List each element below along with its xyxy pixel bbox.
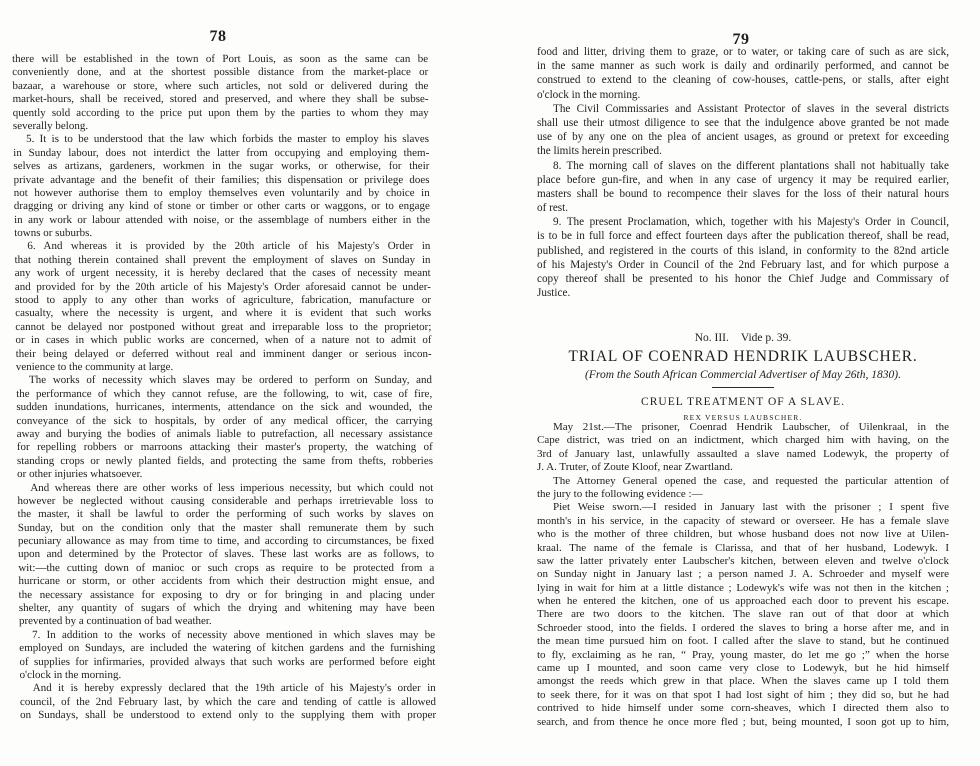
text-line: masters shall be bound to recompence their slaves for the loss of their natural hours xyxy=(537,187,949,200)
text-line: Sunday, but on the condition only that the master shall remunerate them by such xyxy=(17,521,434,534)
right-page-body xyxy=(537,45,949,300)
text-line: kraal. The name of the female is Clarissa, and that of her husband, Lodewyk. I xyxy=(537,541,949,554)
paragraph xyxy=(20,682,436,722)
text-line: of his Majesty's Order in Council of the 2nd February last, and for which purpose a xyxy=(537,258,949,271)
text-line: And it is hereby expressly declared that the 19th article of his Majesty's order in xyxy=(32,682,436,695)
text-line: in Sunday labour, does not interdict the latter from occupying and employing them- xyxy=(13,146,430,159)
text-line: shall use their utmost diligence to see that the indulgence above granted be not made xyxy=(537,116,949,129)
text-line: the master, it shall be lawful to order the performing of such works by slaves on xyxy=(17,508,434,521)
text-line: saw the latter privately enter Laubscher's kitchen, between eleven and twelve o'clock xyxy=(537,554,949,567)
page-number: 79 xyxy=(732,31,750,48)
case-name: REX VERSUS LAUBSCHER. xyxy=(683,413,803,422)
text-line: o'clock in the morning. xyxy=(19,668,122,681)
section-heading: CRUEL TREATMENT OF A SLAVE. xyxy=(641,396,845,408)
text-line: any work of urgent necessity, it is hereby declared that the cases of necessity meant xyxy=(14,267,431,280)
text-line: upon and determined by the Protector of slaves. These last works are as follows, to xyxy=(18,548,435,561)
text-line: 3rd of January last, unlawfully assaulted a slave named Lodewyk, the property of xyxy=(537,447,949,460)
text-line: May 21st.—The prisoner, Coenrad Hendrik Laubscher, of Uilenkraal, in the xyxy=(553,421,949,433)
text-line: Justice. xyxy=(537,287,571,300)
text-line: dragging or driving any kind of stone or timber or other carts or waggons, or to engage xyxy=(13,200,430,213)
paragraph xyxy=(17,482,435,629)
text-line: to fly, exclaiming as he ran, “ Pray, young master, do let me go ;” when the horse xyxy=(537,648,949,661)
text-line: in any work or labour attended with noise, or the assemblage of numbers either in the xyxy=(13,213,431,226)
paragraph xyxy=(13,133,430,240)
text-line: Piet Weise sworn.—I resided in January last with the prisoner ; I spent five xyxy=(553,501,949,514)
text-line: not however authorise them to employ themselves even voluntarily and by choice in xyxy=(13,186,430,199)
paragraph xyxy=(16,374,433,481)
paragraph xyxy=(537,45,949,102)
text-line: 9. The present Proclamation, which, together with his Majesty's Order in Council, xyxy=(553,216,949,229)
appendix-reference xyxy=(537,331,949,345)
text-line: the jury to the following evidence :— xyxy=(537,487,703,500)
page-cross-reference: Vide p. 39. xyxy=(740,332,792,344)
text-line: Schroeder stood, into the fields. I ordered the slaves to bring a horse after me, and in xyxy=(537,621,949,634)
divider-rule xyxy=(712,387,774,388)
paragraph xyxy=(537,475,949,502)
text-line: towns or suburbs. xyxy=(14,227,93,240)
appendix-source: (From the South African Commercial Advertiser of May 26th, 1830). xyxy=(585,369,901,381)
text-line: published, and registered in the courts of this island, in conformity to the 82nd article xyxy=(537,244,949,257)
text-line: came up I mounted, and soon came very close to Lodewyk, but he hid himself xyxy=(537,662,949,675)
text-line: severally belong. xyxy=(12,119,89,132)
text-line: month's in his service, in the capacity of steward or overseer. He has a female slave xyxy=(537,514,949,527)
text-line: conveniently done, and at the shortest possible distance from the market-place or xyxy=(12,66,429,79)
paragraph xyxy=(14,240,432,374)
text-line: prevented by a continuation of bad weather. xyxy=(18,615,212,628)
text-line: in the same manner as such work is daily and ordinarily performed, and cannot be xyxy=(537,60,949,73)
appendix-title: TRIAL OF COENRAD HENDRIK LAUBSCHER. xyxy=(568,348,918,365)
text-line: cannot be delayed nor postponed without great and irreparable loss to the proprietor; xyxy=(15,320,432,333)
text-line: there will be established in the town of Port Louis, as soon as the same can be xyxy=(12,53,429,65)
text-line: search, and from thence he once more fled ; but, being mounted, I soon got up to him, xyxy=(537,715,949,728)
text-line: of rest. xyxy=(537,202,569,215)
text-line: stood to apply to any other than works of agriculture, fabrication, manufacture or xyxy=(14,294,432,307)
text-line: 6. And whereas it is provided by the 20th article of his Majesty's Order in xyxy=(27,240,431,253)
text-line: hurricane or storm, or other accidents from which their destruction might ensue, and xyxy=(18,575,435,588)
text-line: council, of the 2nd February last, by which the care and tending of cattle is allowed xyxy=(19,695,436,708)
paragraph xyxy=(537,102,949,159)
text-line: that nothing therein contained shall prevent the employment of slaves on Sunday in xyxy=(14,253,431,266)
text-line: the necessary assistance for exposing to dry or for bringing in and placing under xyxy=(18,588,435,601)
text-line: private advantage and the benefit of their families; this dispensation or privilege does xyxy=(13,173,430,186)
text-line: place before gun-fire, and when in any case of urgency it may be required earlier, xyxy=(537,173,949,186)
appendix-number: No. III. xyxy=(694,332,729,344)
text-line: or in cases in which public works are concerned, when of a nature not to admit of xyxy=(15,334,432,347)
text-line: the performance of which they cannot refuse, are the following, to wit, case of fire, xyxy=(16,387,433,400)
text-line: conveyance of the sick to hospitals, by order of any medical officer, the carrying xyxy=(16,414,433,427)
text-line: amongst the reeds which grew in that place. When the slaves came up I told them xyxy=(537,675,949,688)
text-line: the limits herein prescribed. xyxy=(537,145,662,158)
text-line: when he entered the kitchen, one of us approached each door to prevent his escape. xyxy=(537,595,949,608)
text-line: selves as artizans, gardeners, workmen in the sugar works, or otherwise, for their xyxy=(13,160,430,173)
text-line: for repelling robbers or marroons attacking their master's property, the watching of xyxy=(16,441,433,454)
appendix-body xyxy=(537,421,949,729)
text-line: shelter, any quantity of sugars of which the drying and whitening may have been xyxy=(18,602,435,615)
text-line: use of by any one on the plea of ancient usages, as ground or pretext for exceeding xyxy=(537,131,949,144)
text-line: J. A. Truter, of Zoute Kloof, near Zwartland. xyxy=(537,461,733,474)
text-line: on Sundays, shall be understood to extend only to the supplying them with proper xyxy=(20,709,437,722)
text-line: market-hours, shall be received, stored and preserved, and where they shall be subse- xyxy=(12,93,429,106)
text-line: of supplies for infirmaries, provided always that such works are performed before eight xyxy=(19,655,436,668)
text-line: bazaar, a warehouse or store, where such articles, not sold or delivered during the xyxy=(12,79,429,92)
text-line: who is the mother of three children, but whose husband does not now live at Uilen- xyxy=(537,528,949,541)
text-line: food and litter, driving them to graze, or to water, or taking care of such as are sick, xyxy=(537,46,949,58)
text-line: venience to the community at large. xyxy=(15,360,174,373)
text-line: And whereas there are other works of less imperious necessity, but which could not xyxy=(30,481,434,494)
paragraph xyxy=(12,53,429,133)
page-number: 78 xyxy=(209,28,227,45)
text-line: employed on Sundays, are included the watering of kitchen gardens and the furnishing xyxy=(19,642,436,655)
text-line: quently sold according to the price put upon them by the parties to whom they may xyxy=(12,106,429,119)
text-line: is to be in full force and effect fourteen days after the publication thereof, shall be read, xyxy=(537,230,949,243)
text-line: The works of necessity which slaves may be ordered to perform on Sunday, and xyxy=(28,374,433,387)
text-line: sudden inundations, hurricanes, interments, attendance on the sick and wounded, the xyxy=(16,401,433,414)
text-line: their being delayed or deferred without real and imminent danger or serious incon- xyxy=(15,347,432,360)
text-line: Cape district, was tried on an indictment, which charged him with having, on the xyxy=(537,434,949,447)
text-line: construed to extend to the cleaning of cow-houses, cattle-pens, or stalls, after eight xyxy=(537,74,949,87)
text-line: copy thereof shall be presented to his honor the Chief Judge and Commissary of xyxy=(537,273,949,285)
text-line: lying in wait for him at a little distance ; Lodewyk's wife was not then in the kitchen ; xyxy=(537,581,949,594)
text-line: standing crops or newly planted fields, and protecting the same from thefts, robberies xyxy=(16,454,434,467)
text-line: away and burying the bodies of animals liable to putrefaction, all necessary assistance xyxy=(16,427,433,440)
left-page-body xyxy=(12,53,436,723)
text-line: contrived to hide himself under some corn-sheaves, which I directed them also to xyxy=(537,702,949,715)
text-line: 7. In addition to the works of necessity above mentioned in which slaves may be xyxy=(32,628,436,641)
paragraph xyxy=(537,421,949,475)
paragraph xyxy=(537,215,949,300)
text-line: 8. The morning call of slaves on the different plantations shall not habitually take xyxy=(553,159,949,172)
text-line: The Attorney General opened the case, and requested the particular attention of xyxy=(553,474,949,487)
text-line: to seek there, for it was on that spot I had lost sight of him ; they did so, but he had xyxy=(537,688,949,701)
text-line: pecuniary allowance as may from time to time, and according to circumstances, be fixed xyxy=(17,535,435,548)
right-page xyxy=(490,0,980,766)
text-line: the mean time pursued him on foot. I called after the slave to stand, but he continued xyxy=(537,635,949,648)
paragraph xyxy=(537,159,949,216)
text-line: The Civil Commissaries and Assistant Protector of slaves in the several districts xyxy=(553,102,949,115)
left-page xyxy=(0,0,480,766)
text-line: however be neglected without causing considerable and perhaps irretrievable loss to xyxy=(17,494,434,507)
paragraph xyxy=(537,501,949,729)
text-line: on Sunday night in January last ; a person named J. A. Schroeder and myself were xyxy=(537,568,949,581)
text-line: or other injuries whatsoever. xyxy=(17,468,143,481)
text-line: wit:—the cutting down of manioc or such crops as require to be protected from a xyxy=(18,561,435,574)
text-line: There are two doors to the kitchen. The slave ran out of that door at which xyxy=(537,608,949,621)
paragraph xyxy=(19,629,436,683)
text-line: o'clock in the morning. xyxy=(537,88,641,101)
text-line: casualty, where the necessity is urgent, and where it is evident that such works xyxy=(15,307,432,320)
text-line: 5. It is to be understood that the law which forbids the master to employ his slaves xyxy=(25,133,430,146)
text-line: and provided for by the 20th article of his Majesty's Order aforesaid cannot be under- xyxy=(14,280,431,293)
